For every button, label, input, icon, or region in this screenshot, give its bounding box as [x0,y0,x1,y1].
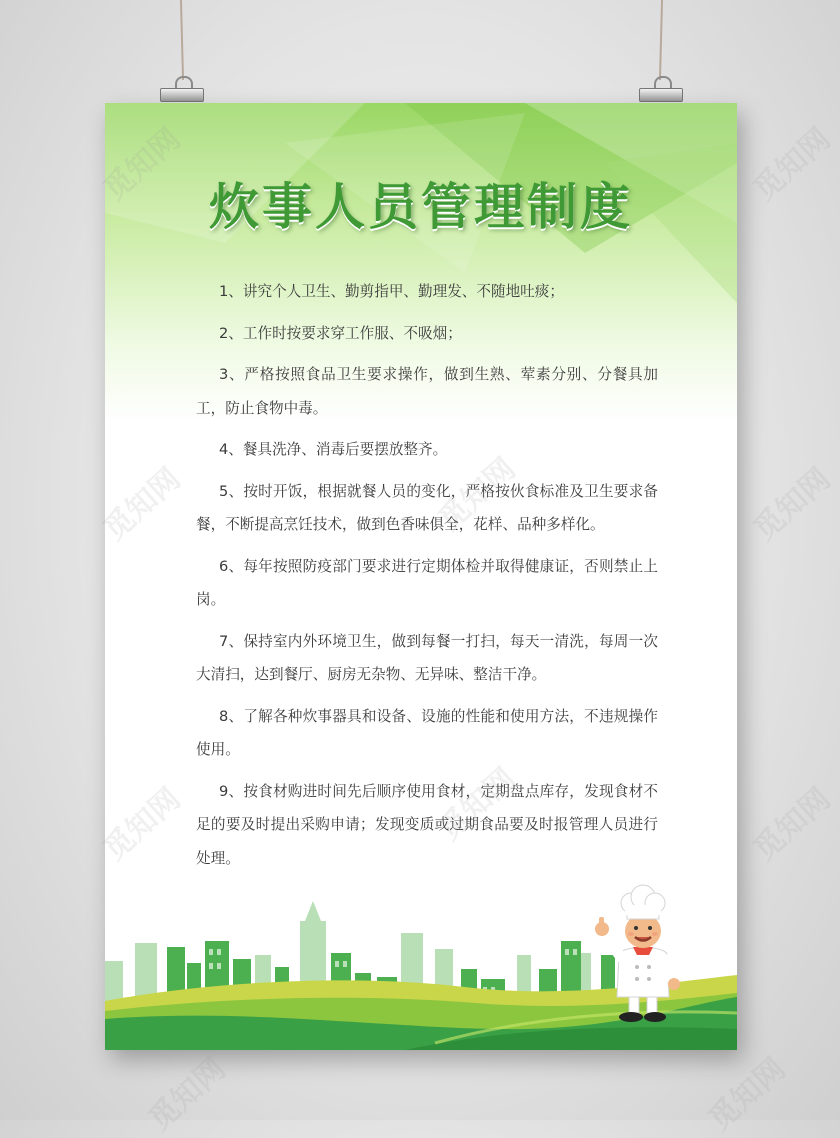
watermark: 觅知网 [747,461,838,548]
watermark: 觅知网 [747,781,838,868]
poster-title: 炊事人员管理制度 [209,178,633,236]
hanging-string-left [180,0,184,80]
rule-item: 2、工作时按要求穿工作服、不吸烟； [219,324,462,342]
chef-mascot-icon [593,883,693,1028]
rule-item: 6、每年按照防疫部门要求进行定期体检并取得健康证，否则禁止上岗。 [196,557,658,608]
rule-item: 8、了解各种炊事器具和设备、设施的性能和使用方法，不违规操作使用。 [196,707,658,758]
hanging-string-right [659,0,663,80]
rule-item: 5、按时开饭，根据就餐人员的变化，严格按伙食标准及卫生要求备餐，不断提高烹饪技术，做到色香味俱全，花样、品种多样化。 [196,482,658,533]
binder-clip-icon [639,82,683,102]
rule-item: 7、保持室内外环境卫生，做到每餐一打扫，每天一清洗，每周一次大清扫，达到餐厅、厨房无杂物、无异味、整洁干净。 [196,632,658,683]
rule-item: 9、按食材购进时间先后顺序使用食材，定期盘点库存，发现食材不足的要及时提出采购申请；发现变质或过期食品要及时报管理人员进行处理。 [196,782,658,867]
rules-poster [105,103,737,1050]
rule-item: 1、讲究个人卫生、勤剪指甲、勤理发、不随地吐痰； [219,283,564,300]
rule-item: 3、严格按照食品卫生要求操作，做到生熟、荤素分别、分餐具加工，防止食物中毒。 [196,366,658,417]
watermark: 觅知网 [702,1051,793,1138]
watermark: 觅知网 [142,1051,233,1138]
watermark: 觅知网 [747,121,838,208]
rule-item: 4、餐具洗净、消毒后要摆放整齐。 [219,441,448,458]
binder-clip-icon [160,82,204,102]
rules-list [196,275,658,883]
